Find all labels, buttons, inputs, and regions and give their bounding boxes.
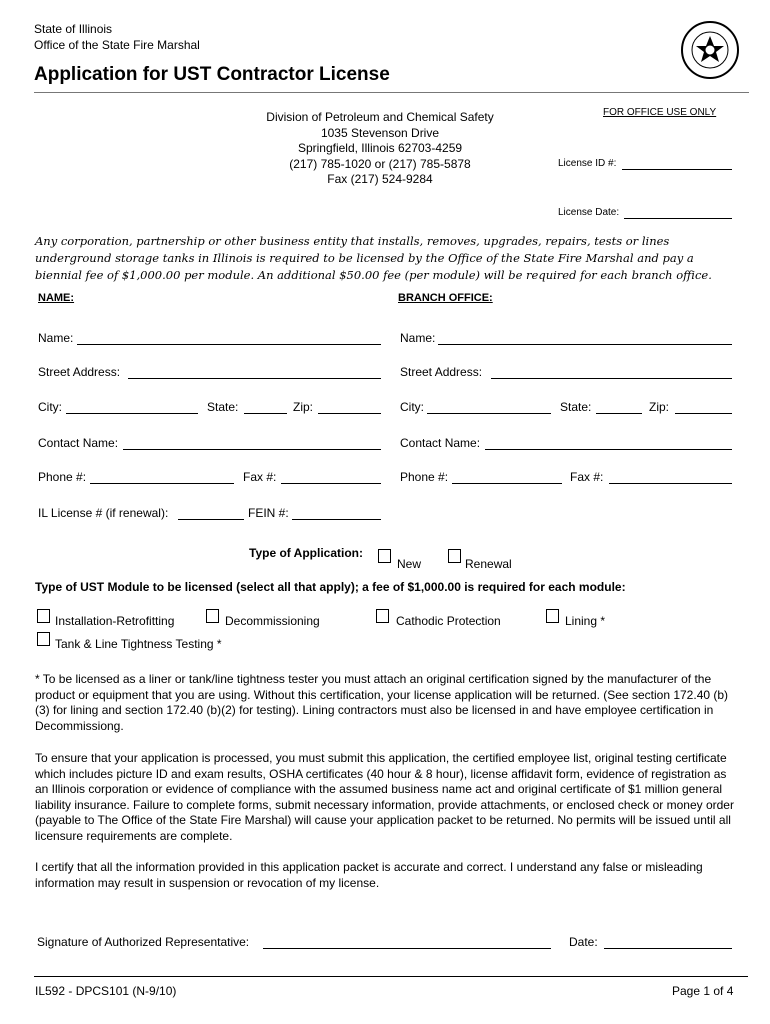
page-number: Page 1 of 4: [672, 984, 734, 998]
branch-section-heading: BRANCH OFFICE:: [398, 292, 493, 304]
fax-field[interactable]: [281, 483, 381, 484]
il-license-label: IL License # (if renewal):: [38, 506, 169, 520]
phone-label: Phone #:: [38, 470, 87, 484]
signature-field[interactable]: [263, 948, 551, 949]
decommissioning-checkbox[interactable]: [206, 609, 219, 623]
lining-label: Lining *: [565, 614, 606, 628]
processing-note: To ensure that your application is processed, you must submit this application, the certified employee list, original testing certificate which includes picture ID and exam results, OSHA certificates (40 hour & 8 hour), license affidavit form, evidence of registration as an Illinois corporation or evidence of compliance with the assumed business name act and original certificate of $1 million general liability insurance. Failure to complete forms, submit necessary information, provide attachments, or enclosed check or money order (payable to The Office of the State Fire Marshal) will cause your application packet to be returned. No permits will be issued until all licensure requirements are complete.: [35, 751, 734, 843]
name-section-heading: NAME:: [38, 292, 75, 304]
il-license-field[interactable]: [178, 519, 244, 520]
fax-label: Fax #:: [243, 470, 277, 484]
state-label: State:: [207, 400, 239, 414]
installation-label: Installation-Retrofitting: [55, 614, 175, 628]
tightness-label: Tank & Line Tightness Testing *: [55, 637, 222, 651]
branch-fax-label: Fax #:: [570, 470, 604, 484]
city-label: City:: [38, 400, 62, 414]
renewal-label: Renewal: [465, 557, 512, 571]
cathodic-label: Cathodic Protection: [396, 614, 501, 628]
fire-marshal-seal-icon: [680, 20, 740, 80]
zip-field[interactable]: [318, 413, 381, 414]
branch-street-label: Street Address:: [400, 365, 483, 379]
application-type-label: Type of Application:: [249, 546, 363, 560]
division-fax: Fax (217) 524-9284: [327, 172, 433, 186]
branch-city-field[interactable]: [427, 413, 551, 414]
asterisk-note: * To be licensed as a liner or tank/line tightness tester you must attach an original certification signed by the manufacturer of the product or equipment that you are using. Without this certification, your license application will be returned. (See section 172.40 (b)(3) for lining and section 172.40 (b)(2) for testing). Lining contractors must also be licensed in and have employee certification in Decommissiong.: [35, 672, 729, 733]
installation-checkbox[interactable]: [37, 609, 50, 623]
page-title: Application for UST Contractor License: [34, 64, 390, 85]
agency-office: Office of the State Fire Marshal: [34, 38, 200, 52]
branch-street-field[interactable]: [491, 378, 732, 379]
signature-label: Signature of Authorized Representative:: [37, 935, 250, 949]
license-id-label: License ID #:: [558, 158, 617, 169]
contact-label: Contact Name:: [38, 436, 119, 450]
tightness-checkbox[interactable]: [37, 632, 50, 646]
modules-heading: Type of UST Module to be licensed (select all that apply); a fee of $1,000.00 is required for each module:: [35, 580, 626, 594]
branch-name-field[interactable]: [438, 344, 732, 345]
state-field[interactable]: [244, 413, 287, 414]
fein-field[interactable]: [292, 519, 381, 520]
division-city: Springfield, Illinois 62703-4259: [297, 141, 463, 155]
branch-name-label: Name:: [400, 331, 436, 345]
footer-divider: [34, 976, 748, 977]
branch-zip-field[interactable]: [675, 413, 732, 414]
license-date-field[interactable]: [624, 218, 732, 219]
division-street: 1035 Stevenson Drive: [320, 125, 440, 140]
renewal-checkbox[interactable]: [448, 549, 461, 563]
agency-name: State of Illinois: [34, 22, 113, 36]
division-phone: (217) 785-1020 or (217) 785-5878: [289, 156, 471, 171]
new-checkbox[interactable]: [378, 549, 391, 563]
cathodic-checkbox[interactable]: [376, 609, 389, 623]
fein-label: FEIN #:: [248, 506, 289, 520]
division-address: [230, 110, 530, 188]
city-field[interactable]: [66, 413, 198, 414]
branch-state-label: State:: [560, 400, 592, 414]
branch-phone-label: Phone #:: [400, 470, 449, 484]
branch-zip-label: Zip:: [649, 400, 670, 414]
division-name: Division of Petroleum and Chemical Safety: [266, 110, 494, 124]
phone-field[interactable]: [90, 483, 234, 484]
office-use-heading: FOR OFFICE USE ONLY: [603, 107, 717, 118]
branch-state-field[interactable]: [596, 413, 642, 414]
branch-contact-field[interactable]: [485, 449, 732, 450]
license-date-label: License Date:: [558, 207, 620, 218]
branch-contact-label: Contact Name:: [400, 436, 481, 450]
form-id: IL592 - DPCS101 (N-9/10): [35, 984, 177, 998]
new-label: New: [397, 557, 422, 571]
street-field[interactable]: [128, 378, 381, 379]
zip-label: Zip:: [293, 400, 314, 414]
lining-checkbox[interactable]: [546, 609, 559, 623]
branch-phone-field[interactable]: [452, 483, 562, 484]
certification-statement: I certify that all the information provided in this application packet is accurate and correct. I understand any false or misleading information may result in suspension or revocation of my license.: [35, 860, 703, 890]
contact-field[interactable]: [123, 449, 381, 450]
license-id-field[interactable]: [622, 169, 732, 170]
intro-text: Any corporation, partnership or other business entity that installs, removes, upgrades, repairs, tests or lines underground storage tanks in Illinois is required to be licensed by the Office of the State Fire Marshal and pay a biennial fee of $1,000.00 per module. An additional $50.00 fee (per module) will be required for each branch office.: [35, 234, 712, 282]
street-label: Street Address:: [38, 365, 121, 379]
name-label: Name:: [38, 331, 74, 345]
date-field[interactable]: [604, 948, 732, 949]
date-label: Date:: [569, 935, 598, 949]
decommissioning-label: Decommissioning: [225, 614, 320, 628]
branch-city-label: City:: [400, 400, 424, 414]
name-field[interactable]: [77, 344, 381, 345]
title-divider: [34, 92, 749, 93]
branch-fax-field[interactable]: [609, 483, 732, 484]
